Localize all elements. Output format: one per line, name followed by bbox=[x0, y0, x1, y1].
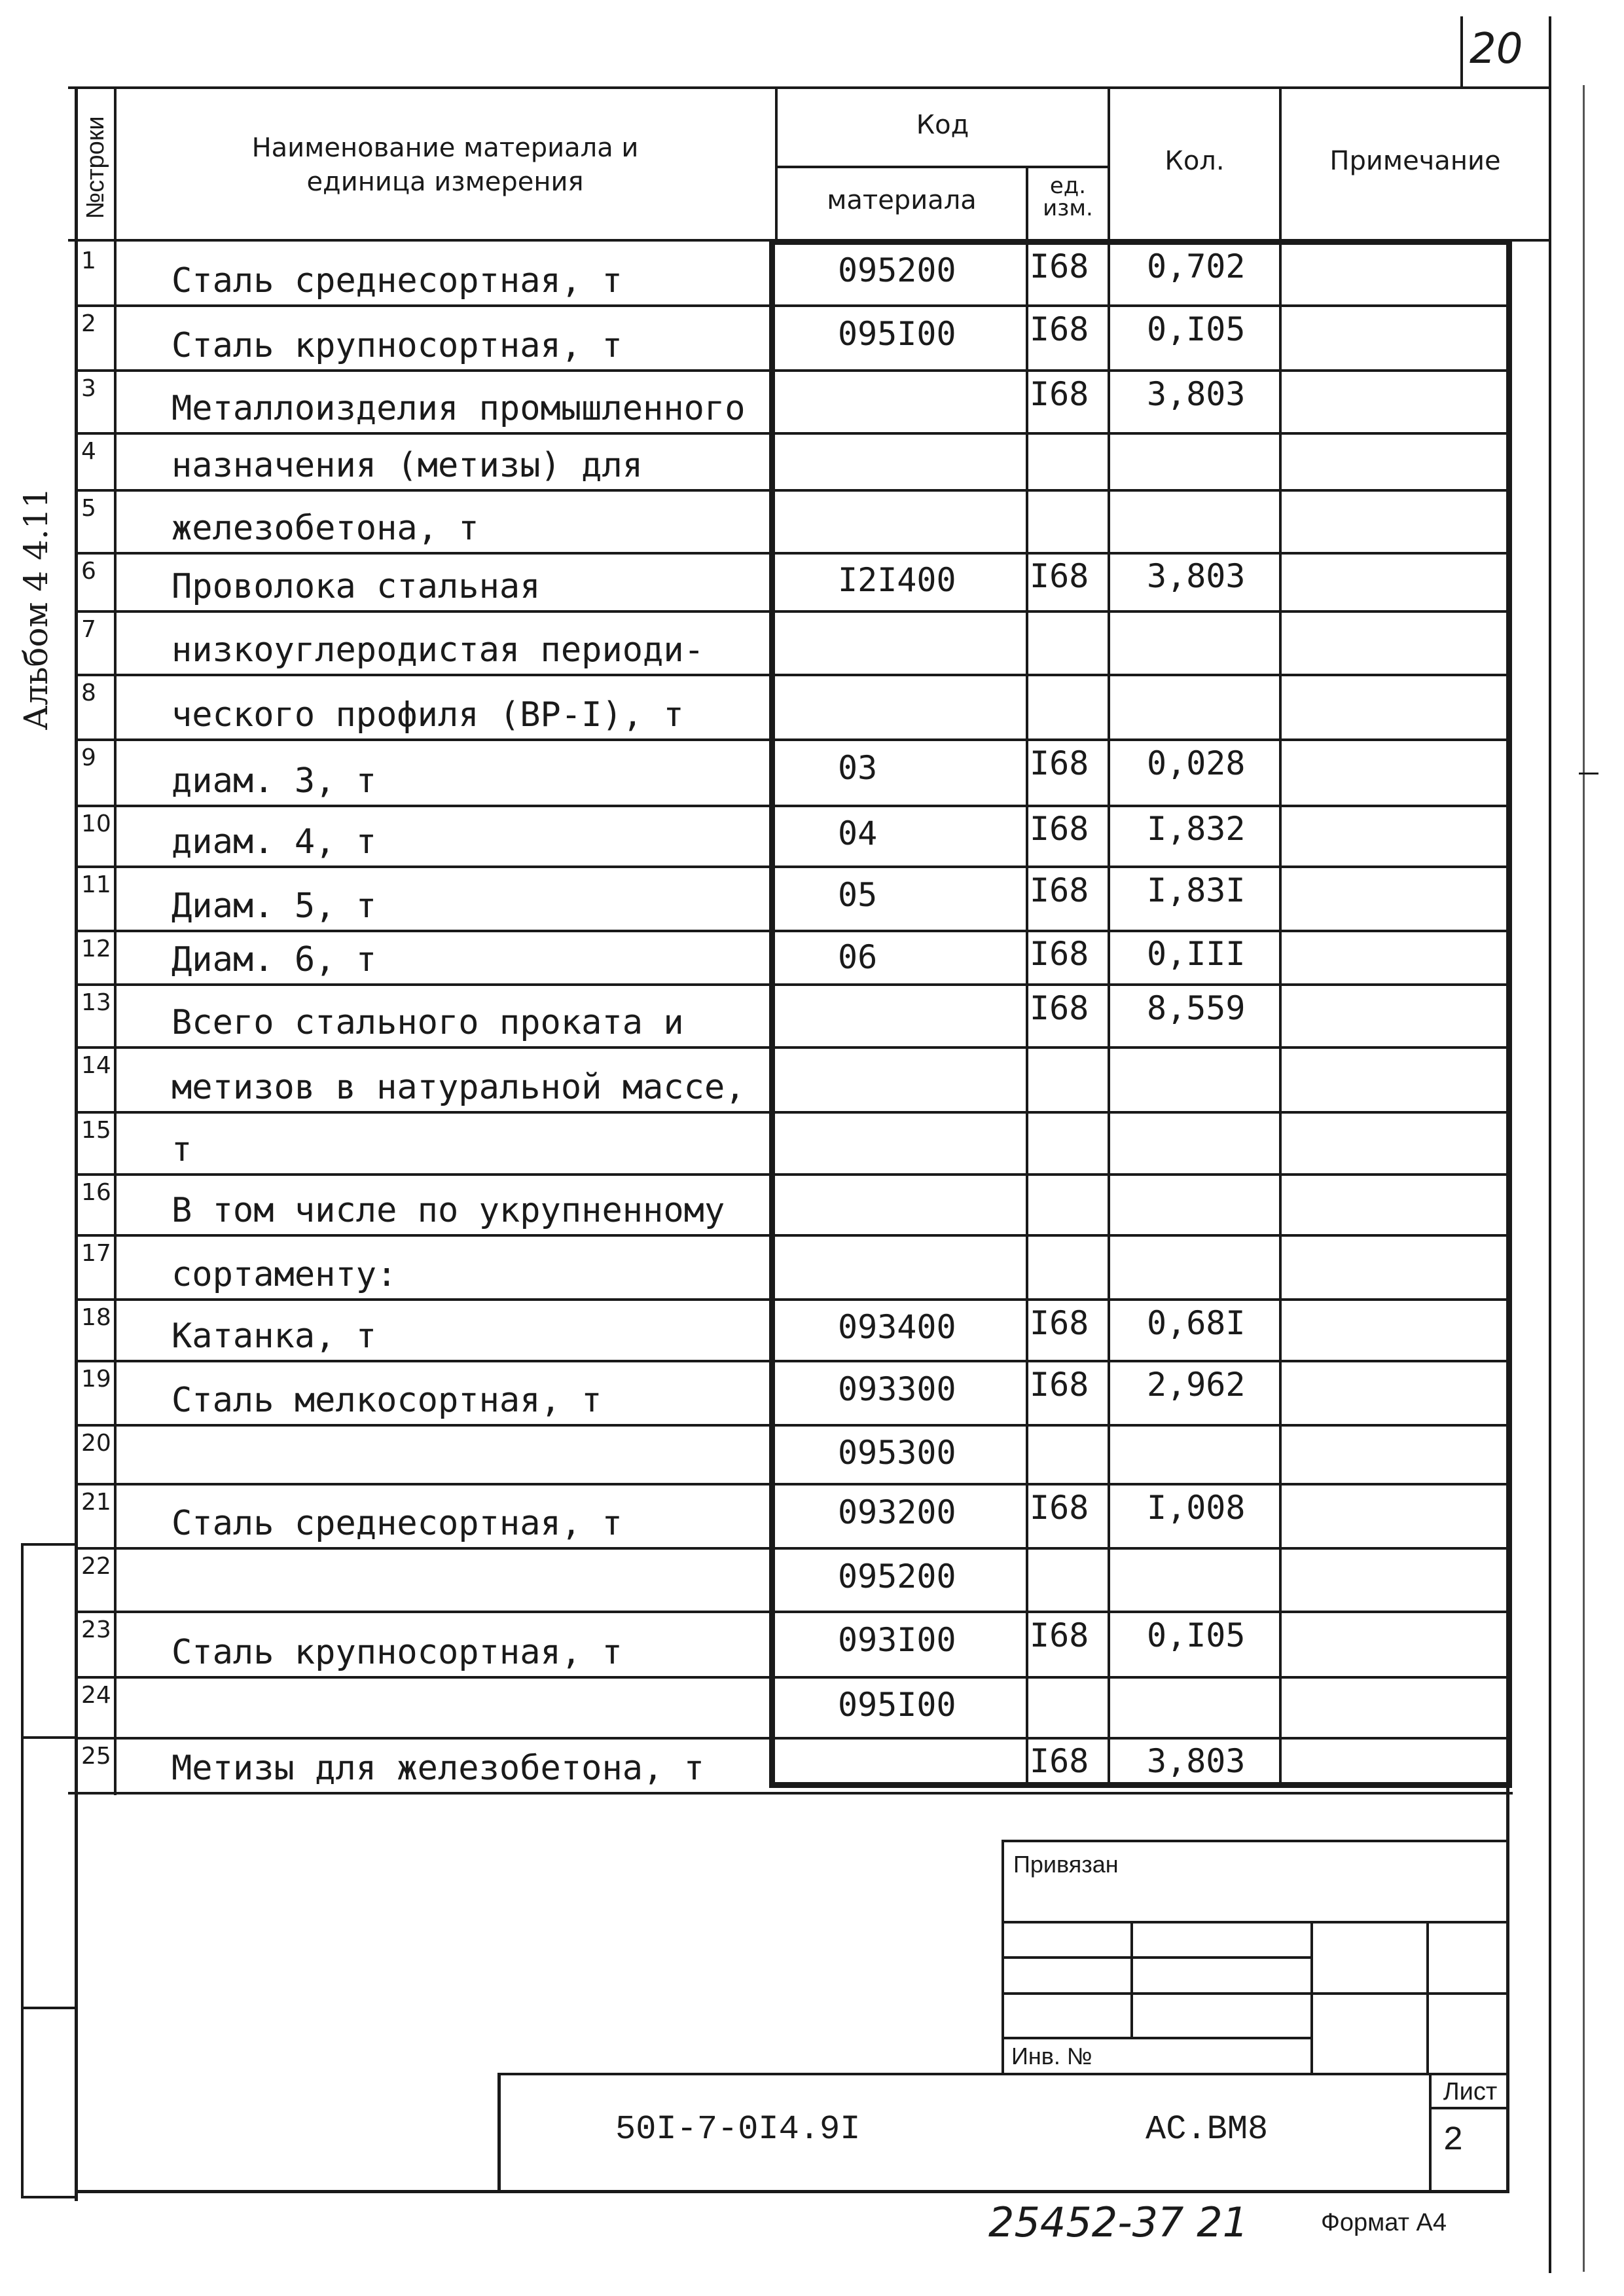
row-qty: 3,803 bbox=[1147, 1741, 1246, 1780]
sheet-label: Лист bbox=[1443, 2078, 1498, 2105]
row-code: 03 bbox=[838, 749, 878, 788]
row-number: 15 bbox=[81, 1117, 111, 1144]
row-number: 18 bbox=[81, 1304, 111, 1331]
row-unit: I68 bbox=[1030, 1488, 1089, 1527]
row-separator bbox=[75, 1111, 1509, 1114]
row-number: 8 bbox=[81, 680, 96, 706]
inv-no-label: Инв. № bbox=[1011, 2043, 1092, 2069]
header-qty: Кол. bbox=[1164, 146, 1225, 176]
row-code: 093200 bbox=[838, 1493, 956, 1531]
row-number: 12 bbox=[81, 936, 111, 962]
row-number: 13 bbox=[81, 989, 111, 1016]
row-qty: I,008 bbox=[1147, 1488, 1246, 1527]
bottom-code: 25452-37 21 bbox=[988, 2198, 1249, 2246]
row-code: 05 bbox=[838, 875, 878, 914]
row-name: Сталь мелкосортная, т bbox=[171, 1381, 602, 1420]
row-code: 093I00 bbox=[838, 1621, 956, 1659]
row-qty: 3,803 bbox=[1147, 557, 1246, 596]
row-name: Проволока стальная bbox=[171, 567, 541, 606]
row-name: Всего стального проката и bbox=[171, 1003, 684, 1042]
row-name: назначения (метизы) для bbox=[171, 446, 643, 485]
row-name: Металлоизделия промышленного bbox=[171, 389, 746, 428]
row-number: 24 bbox=[81, 1682, 111, 1709]
row-name: Сталь среднесортная, т bbox=[171, 261, 623, 301]
format-label: Формат A4 bbox=[1321, 2209, 1447, 2236]
row-name: Сталь крупносортная, т bbox=[171, 326, 623, 365]
doc-code: 50I-7-0I4.9I bbox=[615, 2110, 861, 2149]
row-separator bbox=[75, 432, 1509, 435]
header-code-material: материала bbox=[827, 185, 977, 215]
row-unit: I68 bbox=[1030, 989, 1089, 1027]
row-number: 20 bbox=[81, 1430, 111, 1457]
row-qty: 2,962 bbox=[1147, 1365, 1246, 1404]
row-qty: 0,028 bbox=[1147, 744, 1246, 783]
row-name: Диам. 5, т bbox=[171, 886, 377, 926]
row-number: 1 bbox=[81, 247, 96, 274]
row-unit: I68 bbox=[1030, 1741, 1089, 1780]
header-name: Наименование материала и единица измерения bbox=[251, 133, 639, 197]
row-separator bbox=[75, 304, 1509, 307]
row-name: Сталь среднесортная, т bbox=[171, 1504, 623, 1543]
row-code: 093300 bbox=[838, 1370, 956, 1408]
row-separator bbox=[75, 1360, 1509, 1362]
row-number: 10 bbox=[81, 811, 111, 837]
row-separator bbox=[75, 674, 1509, 676]
row-number: 2 bbox=[81, 310, 96, 337]
row-name: Диам. 6, т bbox=[171, 940, 377, 979]
row-separator bbox=[75, 930, 1509, 932]
row-qty: 3,803 bbox=[1147, 374, 1246, 413]
row-unit: I68 bbox=[1030, 247, 1089, 285]
row-qty: 0,68I bbox=[1147, 1303, 1246, 1342]
row-separator bbox=[75, 489, 1509, 492]
row-qty: 0,702 bbox=[1147, 247, 1246, 285]
row-separator bbox=[75, 1737, 1509, 1740]
row-code: 095300 bbox=[838, 1433, 956, 1472]
row-unit: I68 bbox=[1030, 374, 1089, 413]
row-separator bbox=[75, 1547, 1509, 1550]
header-code-unit: ед. изм. bbox=[1043, 173, 1093, 221]
row-code: 095200 bbox=[838, 251, 956, 290]
row-unit: I68 bbox=[1030, 1365, 1089, 1404]
row-separator bbox=[75, 805, 1509, 807]
row-number: 9 bbox=[81, 744, 96, 771]
row-separator bbox=[75, 610, 1509, 613]
row-number: 25 bbox=[81, 1743, 111, 1770]
doc-mark: АС.ВМ8 bbox=[1146, 2110, 1269, 2149]
row-number: 14 bbox=[81, 1052, 111, 1079]
row-unit: I68 bbox=[1030, 1303, 1089, 1342]
sheet-number: 20 bbox=[1470, 25, 1523, 73]
album-label: Альбом 4 4.11 bbox=[17, 487, 55, 731]
row-name: низкоуглеродистая периоди- bbox=[171, 630, 704, 670]
row-qty: I,83I bbox=[1147, 871, 1246, 909]
row-number: 5 bbox=[81, 495, 96, 522]
row-code: 093400 bbox=[838, 1308, 956, 1347]
row-code: 095I00 bbox=[838, 1685, 956, 1724]
row-separator bbox=[75, 1424, 1509, 1427]
row-qty: 0,I05 bbox=[1147, 1616, 1246, 1654]
row-number: 7 bbox=[81, 616, 96, 643]
row-name: В том числе по укрупненному bbox=[171, 1191, 725, 1230]
row-name: диам. 3, т bbox=[171, 761, 377, 801]
row-number: 19 bbox=[81, 1366, 111, 1393]
row-name: диам. 4, т bbox=[171, 822, 377, 862]
row-code: 095I00 bbox=[838, 314, 956, 353]
row-separator bbox=[75, 1234, 1509, 1237]
row-name: ческого профиля (ВР-I), т bbox=[171, 695, 684, 735]
row-code: 06 bbox=[838, 938, 878, 977]
row-qty: 8,559 bbox=[1147, 989, 1246, 1027]
row-unit: I68 bbox=[1030, 744, 1089, 783]
row-unit: I68 bbox=[1030, 557, 1089, 596]
row-number: 21 bbox=[81, 1489, 111, 1516]
header-note: Примечание bbox=[1329, 146, 1501, 176]
row-number: 6 bbox=[81, 558, 96, 585]
row-code: 095200 bbox=[838, 1557, 956, 1595]
row-unit: I68 bbox=[1030, 1616, 1089, 1654]
row-unit: I68 bbox=[1030, 810, 1089, 848]
row-number: 11 bbox=[81, 871, 111, 898]
row-unit: I68 bbox=[1030, 871, 1089, 909]
row-name: сортаменту: bbox=[171, 1255, 397, 1294]
header-row-no-label: №строки bbox=[82, 116, 109, 219]
sheet-value: 2 bbox=[1443, 2121, 1464, 2160]
row-separator bbox=[75, 866, 1509, 868]
row-number: 17 bbox=[81, 1240, 111, 1267]
row-name: т bbox=[171, 1130, 192, 1169]
row-name: метизов в натуральной массе, bbox=[171, 1068, 746, 1107]
row-separator bbox=[75, 1483, 1509, 1485]
row-number: 3 bbox=[81, 375, 96, 402]
row-separator bbox=[75, 1611, 1509, 1613]
row-separator bbox=[75, 369, 1509, 372]
row-number: 4 bbox=[81, 438, 96, 465]
album-label-box bbox=[13, 471, 59, 746]
row-unit: I68 bbox=[1030, 934, 1089, 973]
row-qty: I,832 bbox=[1147, 810, 1246, 848]
row-code: I2I400 bbox=[838, 561, 956, 600]
row-separator bbox=[75, 1298, 1509, 1301]
row-separator bbox=[75, 738, 1509, 741]
header-code: Код bbox=[916, 110, 969, 140]
row-name: Метизы для железобетона, т bbox=[171, 1749, 704, 1788]
row-code: 04 bbox=[838, 814, 878, 852]
row-separator bbox=[75, 983, 1509, 986]
row-separator bbox=[75, 1676, 1509, 1679]
row-separator bbox=[75, 1173, 1509, 1176]
row-qty: 0,III bbox=[1147, 934, 1246, 973]
row-qty: 0,I05 bbox=[1147, 310, 1246, 348]
attached-label: Привязан bbox=[1013, 1851, 1119, 1878]
row-name: Сталь крупносортная, т bbox=[171, 1633, 623, 1672]
row-number: 22 bbox=[81, 1553, 111, 1580]
row-name: Катанка, т bbox=[171, 1317, 377, 1356]
row-separator bbox=[75, 552, 1509, 555]
row-number: 23 bbox=[81, 1616, 111, 1643]
row-unit: I68 bbox=[1030, 310, 1089, 348]
row-separator bbox=[75, 1046, 1509, 1049]
header-row-no bbox=[79, 92, 113, 237]
row-number: 16 bbox=[81, 1179, 111, 1206]
row-name: железобетона, т bbox=[171, 509, 479, 548]
